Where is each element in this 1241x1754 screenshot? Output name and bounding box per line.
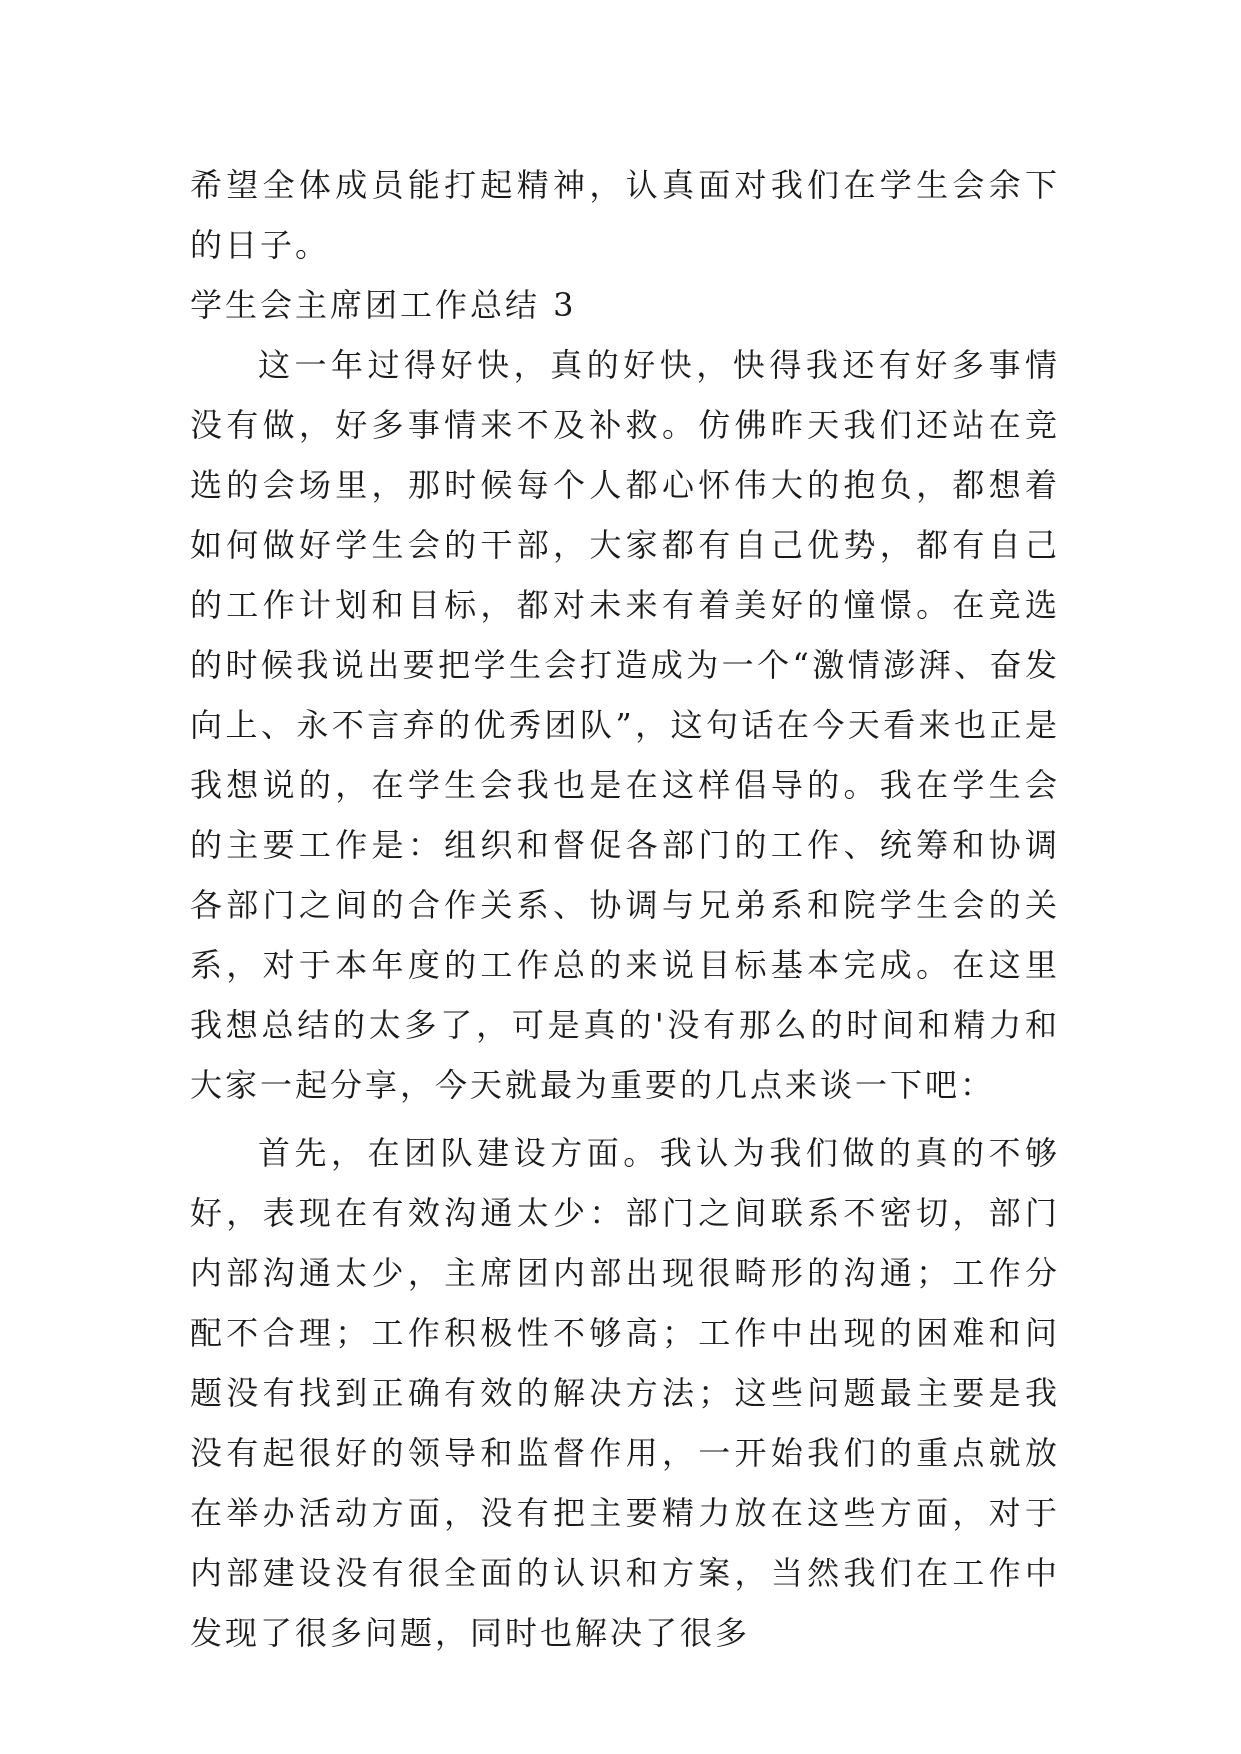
section-heading: 学生会主席团工作总结 3 [190, 286, 577, 324]
document-body [190, 155, 1060, 1663]
paragraph-intro: 这一年过得好快，真的好快，快得我还有好多事情没有做，好多事情来不及补救。仿佛昨天我们还站在竞选的会场里，那时候每个人都心怀伟大的抱负，都想着如何做好学生会的干部，大家都有自己优势，都有自己的工作计划和目标，都对未来有着美好的憧憬。在竞选的时候我说出要把学生会打造成为一个“激情澎湃、奋发向上、永不言弃的优秀团队”，这句话在今天看来也正是我想说的，在学生会我也是在这样倡导的。我在学生会的主要工作是：组织和督促各部门的工作、统筹和协调各部门之间的合作关系、协调与兄弟系和院学生会的关系，对于本年度的工作总的来说目标基本完成。在这里我想总结的太多了，可是真的'没有那么的时间和精力和大家一起分享，今天就最为重要的几点来谈一下吧： [190, 346, 1060, 1104]
paragraph-team-building: 首先，在团队建设方面。我认为我们做的真的不够好，表现在有效沟通太少：部门之间联系不密切，部门内部沟通太少，主席团内部出现很畸形的沟通；工作分配不合理；工作积极性不够高；工作中出现的困难和问题没有找到正确有效的解决方法；这些问题最主要是我没有起很好的领导和监督作用，一开始我们的重点就放在举办活动方面，没有把主要精力放在这些方面，对于内部建设没有很全面的认识和方案，当然我们在工作中发现了很多问题，同时也解决了很多 [190, 1134, 1060, 1652]
paragraph-closing: 希望全体成员能打起精神，认真面对我们在学生会余下的日子。 [190, 166, 1060, 264]
